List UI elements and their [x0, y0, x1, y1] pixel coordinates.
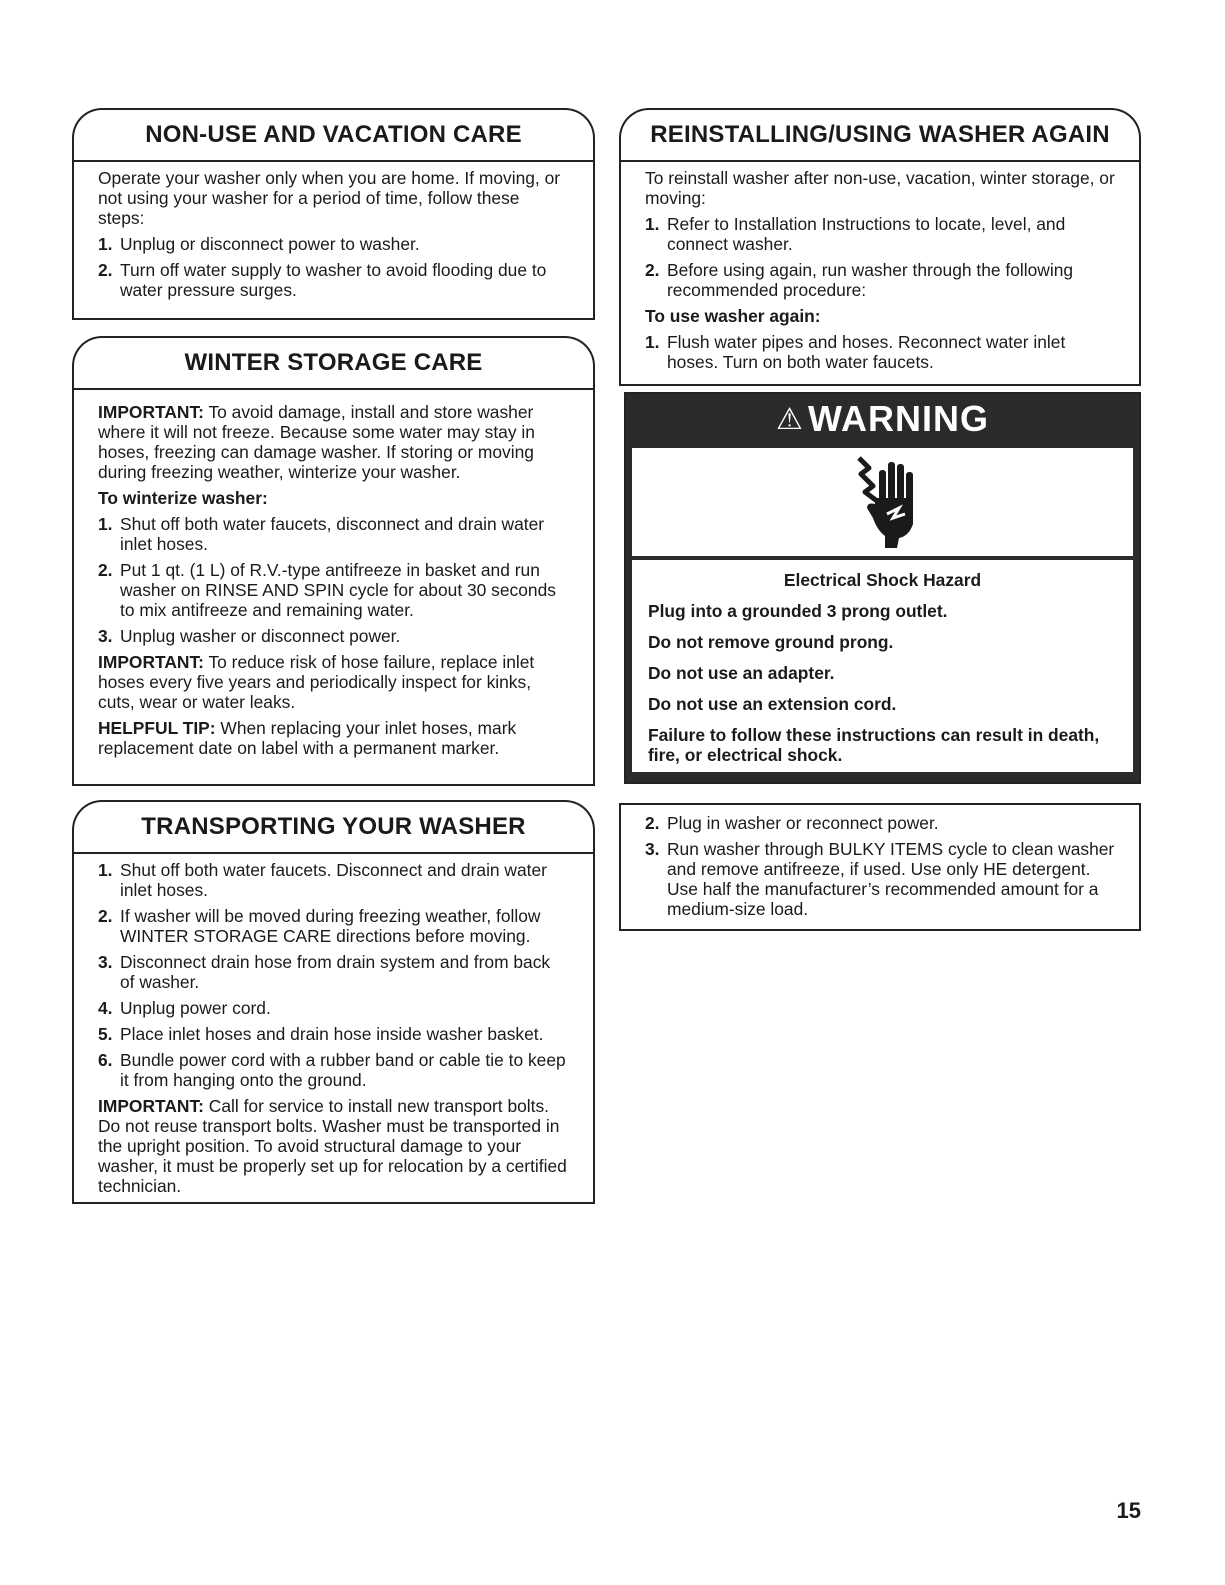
winter-important-2: IMPORTANT: To reduce risk of hose failure, replace inlet hoses every five years and periodically inspect for kinks, cuts, wear or water leaks.	[98, 652, 535, 712]
transport-important: IMPORTANT: Call for service to install new transport bolts. Do not reuse transport bolts. Washer must be transported in the upright position. To avoid structural damage to your washer, it must be properly set up for relocation by a certified technician.	[98, 1096, 567, 1196]
reinstall-use-steps	[645, 332, 1115, 372]
reinstall-intro: To reinstall washer after non-use, vacation, winter storage, or moving:	[645, 168, 1115, 208]
list-item: 5. Place inlet hoses and drain hose inside washer basket.	[98, 1024, 544, 1044]
winter-subhead: To winterize washer:	[98, 488, 268, 508]
list-item: 2. Turn off water supply to washer to avoid flooding due to water pressure surges.	[98, 260, 547, 300]
reinstall-continued-section	[619, 803, 1141, 931]
list-item: 3. Unplug washer or disconnect power.	[98, 626, 401, 646]
reinstall-continued-steps	[645, 813, 1115, 919]
reinstall-section	[619, 108, 1141, 386]
reinstall-box	[619, 160, 1141, 386]
transport-section	[72, 800, 595, 1204]
warning-header	[626, 394, 1139, 444]
list-item: 2. Put 1 qt. (1 L) of R.V.-type antifreeze in basket and run washer on RINSE AND SPIN cycle for about 30 seconds to mix antifreeze and remaining water.	[98, 560, 556, 620]
list-item: 3. Disconnect drain hose from drain system and from back of washer.	[98, 952, 551, 992]
list-item: 1. Refer to Installation Instructions to locate, level, and connect washer.	[645, 214, 1066, 254]
list-item: 4. Unplug power cord.	[98, 998, 271, 1018]
list-item: 6. Bundle power cord with a rubber band or cable tie to keep it from hanging onto the ground.	[98, 1050, 566, 1090]
transport-steps	[98, 860, 569, 1090]
reinstall-continued-box	[619, 803, 1141, 931]
warning-line: Do not use an extension cord.	[648, 694, 897, 714]
winter-important: IMPORTANT: To avoid damage, install and store washer where it will not freeze. Because some water may stay in hoses, freezing can damage washer. If storing or moving during freezing weather, winterize your washer.	[98, 402, 535, 482]
warning-hazard: Electrical Shock Hazard	[783, 570, 982, 590]
warning-text-panel	[632, 560, 1133, 772]
warning-triangle-icon: ⚠	[776, 402, 804, 436]
reinstall-subhead: To use washer again:	[645, 306, 821, 326]
warning-line: Do not use an adapter.	[648, 663, 835, 683]
list-item: 1. Flush water pipes and hoses. Reconnect water inlet hoses. Turn on both water faucets.	[645, 332, 1066, 372]
warning-line: Failure to follow these instructions can result in death, fire, or electrical shock.	[648, 725, 1100, 765]
transport-title: TRANSPORTING YOUR WASHER	[72, 800, 595, 852]
warning-icon-panel	[632, 448, 1133, 556]
electrical-shock-hand-icon	[847, 452, 927, 552]
list-item: 1. Shut off both water faucets, disconnect and drain water inlet hoses.	[98, 514, 545, 554]
transport-box	[72, 852, 595, 1204]
winter-box	[72, 388, 595, 786]
winter-helpful-tip: HELPFUL TIP: When replacing your inlet hoses, mark replacement date on label with a permanent marker.	[98, 718, 517, 758]
reinstall-title: REINSTALLING/USING WASHER AGAIN	[619, 108, 1141, 160]
warning-title: WARNING	[807, 398, 989, 439]
winter-title: WINTER STORAGE CARE	[72, 336, 595, 388]
winter-steps	[98, 514, 569, 646]
non-use-title: NON-USE AND VACATION CARE	[72, 108, 595, 160]
winter-section	[72, 336, 595, 786]
list-item: 1. Unplug or disconnect power to washer.	[98, 234, 420, 254]
list-item: 1. Shut off both water faucets. Disconnect and drain water inlet hoses.	[98, 860, 547, 900]
warning-line: Plug into a grounded 3 prong outlet.	[648, 601, 948, 621]
warning-panel	[624, 392, 1141, 784]
page-number: 15	[1116, 1498, 1141, 1523]
list-item: 3. Run washer through BULKY ITEMS cycle to clean washer and remove antifreeze, if used. Use only HE detergent. Use half the manufacturer’s recommended amount for a medium-size load.	[645, 839, 1115, 919]
non-use-steps	[98, 234, 569, 300]
list-item: 2. Before using again, run washer through the following recommended procedure:	[645, 260, 1074, 300]
non-use-section	[72, 108, 595, 320]
non-use-intro: Operate your washer only when you are home. If moving, or not using your washer for a period of time, follow these steps:	[98, 168, 561, 228]
list-item: 2. If washer will be moved during freezing weather, follow WINTER STORAGE CARE directions before moving.	[98, 906, 541, 946]
non-use-box	[72, 160, 595, 320]
reinstall-steps	[645, 214, 1115, 300]
warning-line: Do not remove ground prong.	[648, 632, 894, 652]
list-item: 2. Plug in washer or reconnect power.	[645, 813, 939, 833]
